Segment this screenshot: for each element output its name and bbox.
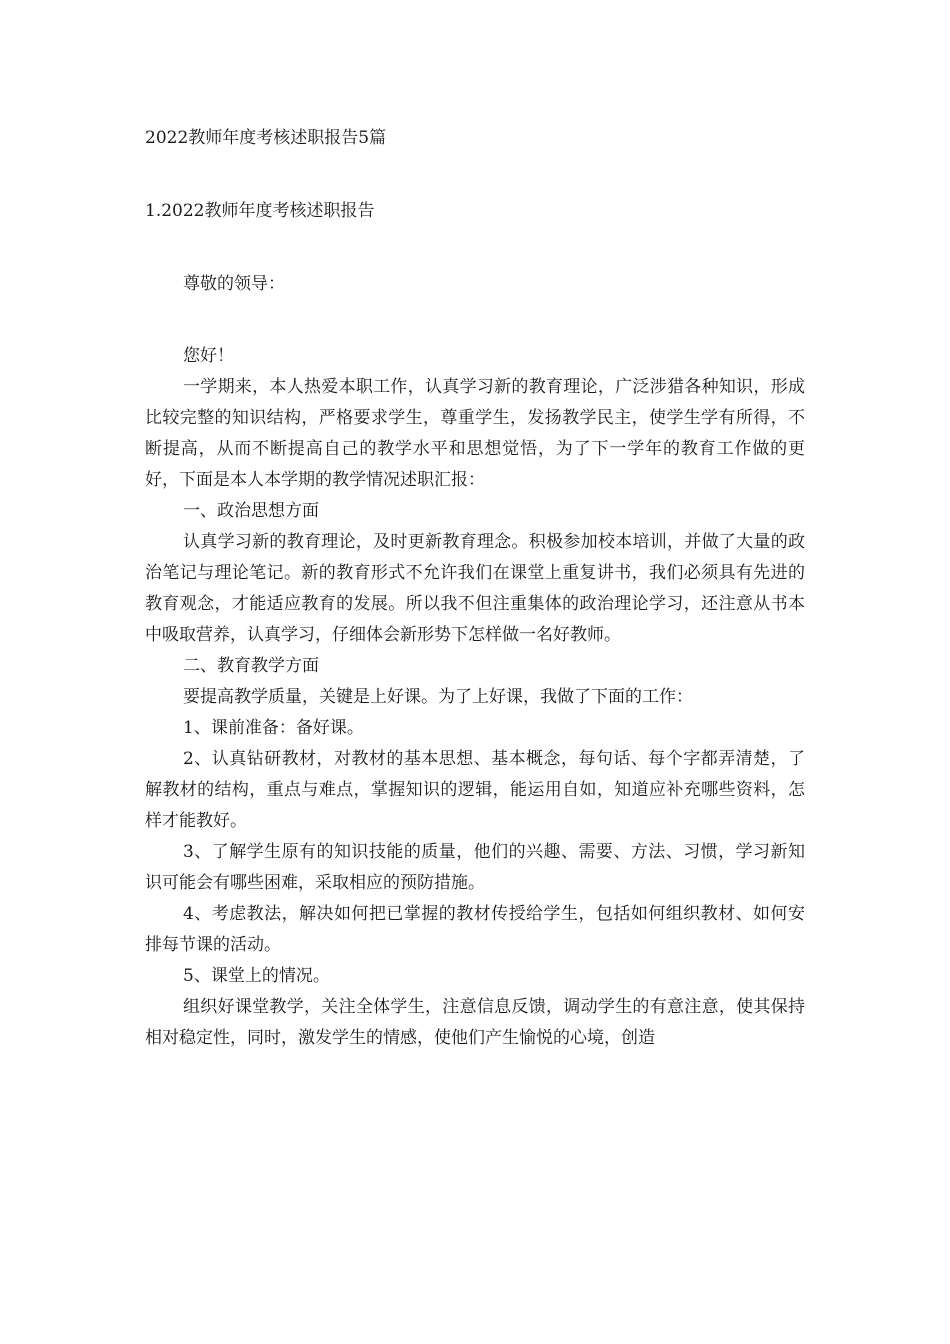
heading-teaching: 二、教育教学方面 — [183, 656, 319, 676]
list-item-3: 3、了解学生原有的知识技能的质量，他们的兴趣、需要、方法、习惯，学习新知识可能会有哪些困难，采取相应的预防措施。 — [145, 842, 805, 893]
heading-political: 一、政治思想方面 — [183, 501, 319, 521]
list-item-2: 2、认真钻研教材，对教材的基本思想、基本概念，每句话、每个字都弄清楚，了解教材的结构，重点与难点，掌握知识的逻辑，能运用自如，知道应补充哪些资料，怎样才能教好。 — [145, 749, 805, 831]
list-item-1: 1、课前准备：备好课。 — [183, 718, 364, 738]
section-title: 1.2022教师年度考核述职报告 — [145, 201, 375, 221]
salutation: 尊敬的领导： — [183, 274, 285, 294]
list-item-5: 5、课堂上的情况。 — [183, 966, 330, 986]
paragraph-teaching-intro: 要提高教学质量，关键是上好课。为了上好课，我做了下面的工作： — [183, 687, 693, 707]
document-title: 2022教师年度考核述职报告5篇 — [145, 128, 387, 148]
list-item-4: 4、考虑教法，解决如何把已掌握的教材传授给学生，包括如何组织教材、如何安排每节课的活动。 — [145, 904, 805, 955]
paragraph-greeting: 您好！ — [183, 346, 234, 366]
paragraph-political: 认真学习新的教育理论，及时更新教育理念。积极参加校本培训，并做了大量的政治笔记与理论笔记。新的教育形式不允许我们在课堂上重复讲书，我们必须具有先进的教育观念，才能适应教育的发展。所以我不但注重集体的政治理论学习，还注意从书本中吸取营养，认真学习，仔细体会新形势下怎样做一名好教师。 — [145, 532, 805, 645]
paragraph-intro: 一学期来，本人热爱本职工作，认真学习新的教育理论，广泛涉猎各种知识，形成比较完整的知识结构，严格要求学生，尊重学生，发扬教学民主，使学生学有所得，不断提高，从而不断提高自己的教学水平和思想觉悟，为了下一学年的教育工作做的更好，下面是本人本学期的教学情况述职汇报： — [145, 377, 805, 490]
paragraph-classroom: 组织好课堂教学，关注全体学生，注意信息反馈，调动学生的有意注意，使其保持相对稳定性，同时，激发学生的情感，使他们产生愉悦的心境，创造 — [145, 997, 805, 1048]
body-text — [145, 341, 805, 1054]
